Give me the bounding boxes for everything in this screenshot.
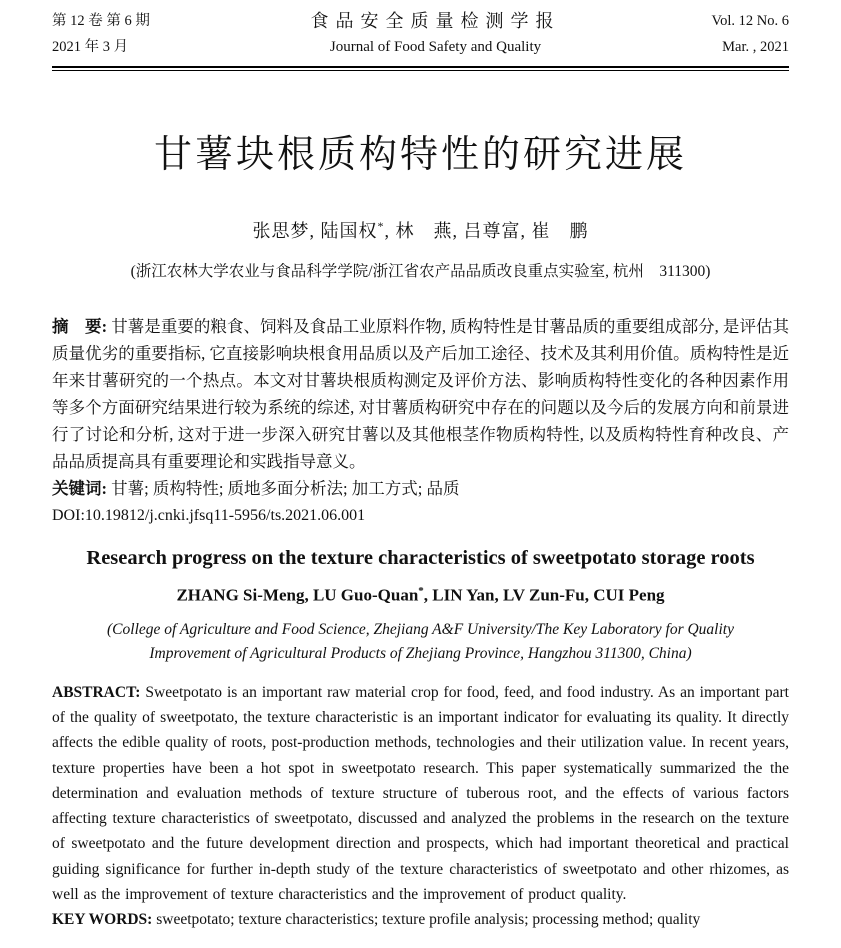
article-title-cn: 甘薯块根质构特性的研究进展 — [153, 134, 687, 176]
keywords-label-cn: 关键词: — [52, 479, 112, 498]
abstract-en — [52, 680, 789, 908]
authors-cn-pre: 张思梦, 陆国权 — [252, 221, 378, 241]
keywords-label-en: KEY WORDS: — [52, 911, 157, 929]
keywords-text-cn: 甘薯; 质构特性; 质地多面分析法; 加工方式; 品质 — [111, 479, 460, 498]
affiliation-cn: (浙江农林大学农业与食品科学学院/浙江省农产品品质改良重点实验室, 杭州 311300) — [130, 263, 711, 280]
abstract-label-cn: 摘 要: — [52, 317, 112, 336]
keywords-cn — [52, 475, 789, 502]
date-en: Mar. , 2021 — [722, 39, 789, 55]
affiliation-en: (College of Agriculture and Food Science, Zhejiang A&F University/The Key Laboratory for Quality Improvement of Agricultural Products of Zhejiang Province, Hangzhou 311300, China) — [107, 620, 734, 662]
abstract-text-cn: 甘薯是重要的粮食、饲料及食品工业原料作物, 质构特性是甘薯品质的重要组成部分, 是评估其质量优劣的重要指标, 它直接影响块根食用品质以及产后加工途径、技术及其利用价值。质构特性是近年来甘薯研究的一个热点。本文对甘薯块根质构测定及评价方法、影响质构特性变化的各种因素作用等多个方面研究结果进行较为系统的综述, 对甘薯质构研究中存在的问题以及今后的发展方向和前景进行了讨论和分析, 这对于进一步深入研究甘薯以及其他根茎作物质构特性, 以及质构特性育种改良、产品品质提高具有重要理论和实践指导意义。 — [52, 317, 790, 471]
journal-name-block — [202, 8, 669, 60]
volume-issue-en: Vol. 12 No. 6 — [711, 13, 789, 29]
keywords-text-en: sweetpotato; texture characteristics; texture profile analysis; processing method; quality — [156, 911, 701, 929]
authors-cn-post: , 林 燕, 吕尊富, 崔 鹏 — [384, 221, 589, 241]
date-cn: 2021 年 3 月 — [52, 39, 129, 55]
volume-issue-cn: 第 12 卷 第 6 期 — [52, 13, 150, 29]
authors-en-pre: ZHANG Si-Meng, LU Guo-Quan — [176, 585, 419, 605]
article-title-en: Research progress on the texture characteristics of sweetpotato storage roots — [86, 547, 755, 569]
authors-line-cn — [52, 217, 789, 243]
authors-line-en — [52, 585, 789, 606]
keywords-en — [52, 907, 789, 932]
abstract-text-en: Sweetpotato is an important raw material crop for food, feed, and food industry. As an important part of the quality of sweetpotato, the texture characteristic is an important indicator for evaluating its quality. It directly affects the edible quality of roots, post-production methods, technologies and their utilization value. In recent years, texture properties have been a hot spot in sweetpotato research. This paper systematically summarized the the determination and evaluation methods of texture structure of tuberous root, and the effects of various factors affecting texture characteristics of sweetpotato, discussed and analyzed the problems in the research on the texture of sweetpotato and the future development direction and prospects, which had important theoretical and practical guiding significance for further in-depth study of the texture characteristics of sweetpotato and other rhizomes, as well as the improvement of texture characteristics and the improvement of product quality. — [52, 683, 789, 904]
journal-header — [52, 8, 789, 60]
abstract-label-en: ABSTRACT: — [52, 683, 146, 701]
doi-line: DOI:10.19812/j.cnki.jfsq11-5956/ts.2021.06.001 — [52, 507, 366, 524]
corresponding-author-asterisk-en: * — [418, 585, 424, 597]
header-issue-info — [52, 8, 202, 60]
journal-name-en: Journal of Food Safety and Quality — [329, 39, 542, 55]
header-volume-info — [669, 8, 789, 60]
corresponding-author-asterisk-cn: * — [377, 219, 385, 233]
abstract-cn — [52, 313, 789, 475]
journal-name-cn: 食品安全质量检测学报 — [310, 11, 561, 31]
authors-en-post: , LIN Yan, LV Zun-Fu, CUI Peng — [423, 585, 665, 605]
header-divider-rule — [52, 66, 789, 71]
